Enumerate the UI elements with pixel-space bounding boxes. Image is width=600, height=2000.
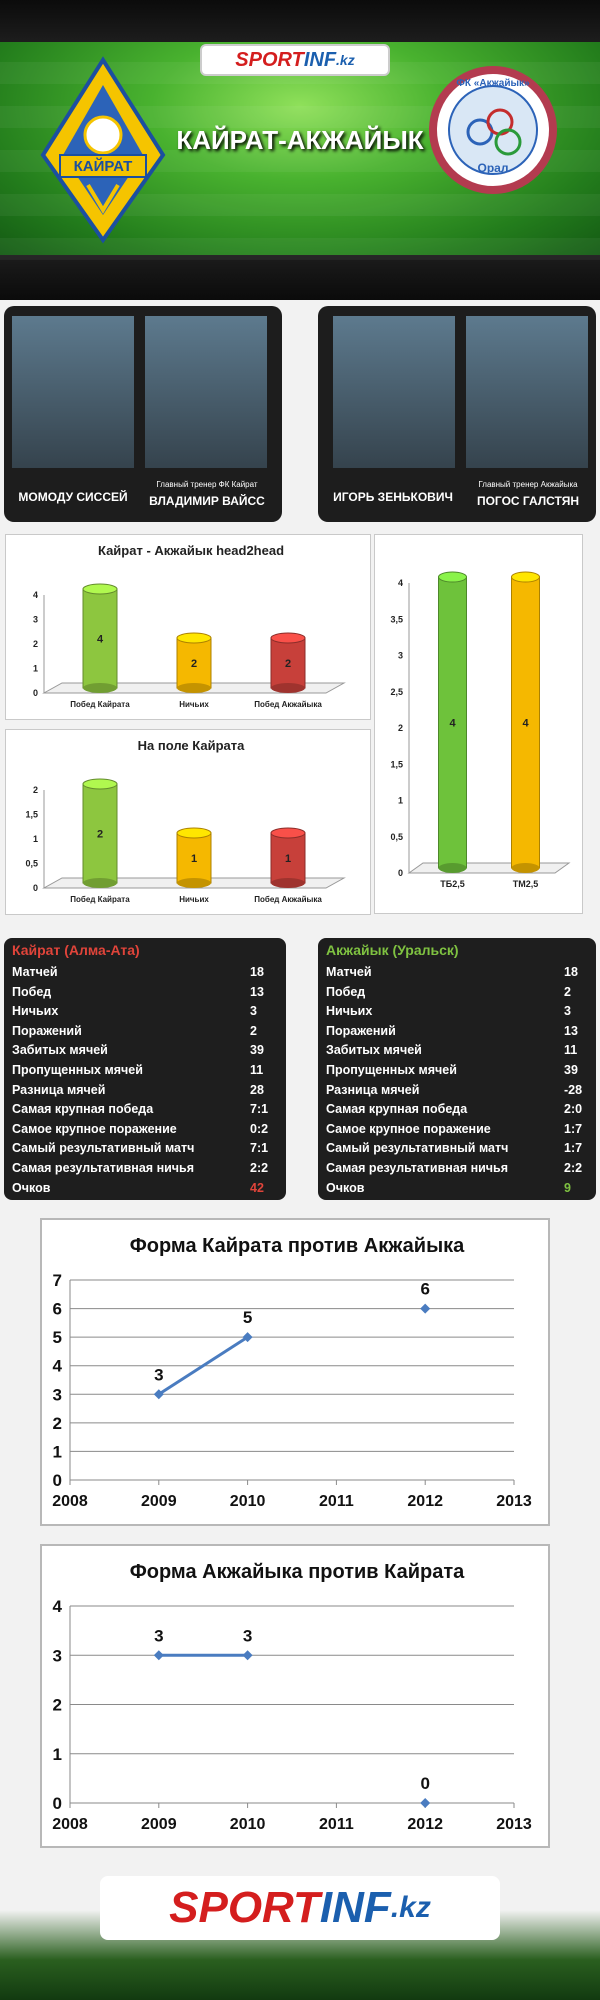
bar-top xyxy=(177,828,211,838)
kairat-logo xyxy=(38,55,168,245)
y-tick-label: 3 xyxy=(32,614,38,625)
bar-value-label: 2 xyxy=(96,828,104,841)
stats-value: 2:2 xyxy=(250,1161,269,1175)
bar-top xyxy=(439,572,467,582)
category-label: Побед Кайрата xyxy=(70,700,130,709)
bar-base xyxy=(512,863,540,873)
x-tick-label: 2010 xyxy=(229,1493,266,1510)
y-tick-label: 4 xyxy=(52,1356,62,1376)
stats-row xyxy=(326,1040,600,1060)
stats-label: Матчей xyxy=(12,965,58,979)
y-tick-label: 1,5 xyxy=(25,809,38,820)
stats-label: Очков xyxy=(12,1180,51,1195)
stats-value: 28 xyxy=(250,1082,264,1097)
stats-value: 13 xyxy=(250,984,264,999)
stats-row xyxy=(12,1001,294,1021)
bar-base xyxy=(177,683,211,693)
bar-value-label: 4 xyxy=(449,717,456,730)
x-tick-label: 2012 xyxy=(407,1493,443,1510)
bar-value-label: 4 xyxy=(96,633,104,646)
stats-label: Забитых мячей xyxy=(326,1043,422,1058)
chart-akzhaiyk-form xyxy=(42,1546,548,1846)
x-tick-label: 2012 xyxy=(407,1816,443,1833)
y-tick-label: 2 xyxy=(52,1695,62,1715)
stats-label: Разница мячей xyxy=(12,1082,106,1097)
stats-value: 1:7 xyxy=(564,1141,583,1156)
stats-row xyxy=(12,1080,294,1100)
y-tick-label: 0 xyxy=(52,1794,62,1813)
stats-value: 39 xyxy=(564,1063,578,1077)
stats-value: 3 xyxy=(564,1004,571,1019)
stats-row xyxy=(12,1138,294,1158)
chart-h2h xyxy=(6,535,372,721)
y-tick-label: 4 xyxy=(52,1597,62,1616)
stats-value: 2:0 xyxy=(564,1102,583,1117)
x-tick-label: 2013 xyxy=(496,1493,532,1510)
stats-label: Самая результативная ничья xyxy=(326,1161,509,1175)
stats-value: 0:2 xyxy=(250,1121,269,1136)
coach-photo-away xyxy=(466,316,588,468)
stats-row xyxy=(12,1060,294,1080)
stats-label: Самая крупная победа xyxy=(326,1102,468,1117)
x-tick-label: 2008 xyxy=(52,1816,88,1833)
data-label: 6 xyxy=(420,1279,430,1299)
data-label: 0 xyxy=(420,1774,430,1793)
x-tick-label: 2009 xyxy=(141,1493,177,1510)
y-tick-label: 1 xyxy=(52,1442,62,1462)
coach-photo-home xyxy=(145,316,267,468)
coach-name-away: ПОГОС ГАЛСТЯН xyxy=(476,494,580,508)
bar-base xyxy=(439,863,467,873)
category-label: Ничьих xyxy=(179,700,209,709)
stats-label: Ничьих xyxy=(12,1004,59,1019)
stats-value: 2 xyxy=(250,1023,257,1038)
stats-row xyxy=(12,1099,294,1119)
y-tick-label: 4 xyxy=(32,590,38,600)
bar-top xyxy=(271,633,305,643)
stats-label: Самый результативный матч xyxy=(326,1141,509,1156)
chart-box-h2h xyxy=(5,534,371,720)
stats-value: 18 xyxy=(250,965,264,979)
stats-label: Разница мячей xyxy=(326,1082,420,1097)
player-photo-away xyxy=(333,316,455,468)
category-label: Ничьих xyxy=(179,895,209,904)
stats-row xyxy=(326,1021,600,1041)
coach-name-home: ВЛАДИМИР ВАЙСС xyxy=(149,494,265,508)
bar-base xyxy=(271,683,305,693)
y-tick-label: 0 xyxy=(32,688,38,698)
home-stats-title: Кайрат (Алма-Ата) xyxy=(12,942,140,958)
chart-title: Форма Кайрата против Акжайыка xyxy=(129,1235,465,1257)
player-name-away: ИГОРЬ ЗЕНЬКОВИЧ xyxy=(333,490,453,504)
y-tick-label: 2 xyxy=(397,723,403,733)
stats-row xyxy=(12,1021,294,1041)
stats-value: 1:7 xyxy=(564,1121,583,1136)
stats-value: 18 xyxy=(564,965,578,979)
y-tick-label: 2 xyxy=(52,1413,62,1433)
x-tick-label: 2011 xyxy=(319,1816,354,1833)
stats-label: Матчей xyxy=(326,965,372,979)
bar-top xyxy=(83,779,117,789)
y-tick-label: 1,5 xyxy=(390,759,403,770)
chart-title: На поле Кайрата xyxy=(137,738,245,753)
sportinfo-logo-bottom: SPORT INF .kz xyxy=(100,1876,500,1940)
y-tick-label: 0 xyxy=(397,868,403,878)
y-tick-label: 3 xyxy=(52,1646,62,1666)
stats-row xyxy=(12,1178,294,1198)
data-point xyxy=(243,1650,253,1660)
stats-row xyxy=(326,1158,600,1178)
y-tick-label: 2,5 xyxy=(390,686,403,697)
svg-text:ФК «Акжайык»: ФК «Акжайык» xyxy=(456,78,530,89)
stats-row xyxy=(326,1060,600,1080)
bar-top xyxy=(512,572,540,582)
coach-role-away: Главный тренер Акжайыка xyxy=(478,480,578,489)
x-tick-label: 2010 xyxy=(229,1816,266,1833)
x-tick-label: 2013 xyxy=(496,1816,532,1833)
stats-label: Самая результативная ничья xyxy=(12,1161,195,1175)
data-label: 3 xyxy=(242,1626,253,1646)
stats-label: Забитых мячей xyxy=(12,1043,108,1058)
stats-value: 3 xyxy=(250,1004,257,1019)
data-label: 3 xyxy=(154,1365,164,1385)
data-point xyxy=(420,1304,430,1314)
stats-row xyxy=(12,982,294,1002)
chart-floor xyxy=(409,863,569,873)
chart-kairat-form xyxy=(42,1220,548,1524)
category-label: Побед Акжайыка xyxy=(254,700,322,709)
stats-value: 7:1 xyxy=(250,1102,269,1117)
y-tick-label: 2 xyxy=(32,785,38,795)
bar-top xyxy=(177,633,211,643)
stats-label: Самый результативный матч xyxy=(12,1141,195,1156)
stats-label: Побед xyxy=(326,984,366,999)
bar-value-label: 2 xyxy=(190,658,198,670)
data-label: 3 xyxy=(154,1626,164,1646)
bar-top xyxy=(271,828,305,838)
stats-label: Пропущенных мячей xyxy=(326,1063,457,1077)
stats-label: Поражений xyxy=(12,1023,82,1038)
bar-value-label: 1 xyxy=(190,853,198,865)
category-label: ТБ2,5 xyxy=(440,879,465,889)
stats-row xyxy=(326,1080,600,1100)
y-tick-label: 7 xyxy=(52,1271,62,1290)
bar-base xyxy=(271,878,305,888)
stats-value: 9 xyxy=(564,1180,571,1195)
stats-label: Самая крупная победа xyxy=(12,1102,154,1117)
stats-value: 11 xyxy=(250,1063,264,1077)
stats-row xyxy=(12,1158,294,1178)
stats-label: Самое крупное поражение xyxy=(326,1121,491,1136)
y-tick-label: 6 xyxy=(52,1299,62,1319)
stats-value: 7:1 xyxy=(250,1141,269,1156)
stats-row xyxy=(326,1001,600,1021)
bar-value-label: 4 xyxy=(522,717,529,730)
bar-value-label: 1 xyxy=(284,853,292,865)
category-label: Побед Кайрата xyxy=(70,895,130,904)
coach-role-home: Главный тренер ФК Кайрат xyxy=(156,480,258,489)
y-tick-label: 1 xyxy=(397,795,403,806)
y-tick-label: 3 xyxy=(52,1385,62,1405)
stats-value: 2:2 xyxy=(564,1161,583,1175)
svg-text:Орал: Орал xyxy=(477,161,509,175)
stats-value: 13 xyxy=(564,1023,578,1038)
svg-text:КАЙРАТ: КАЙРАТ xyxy=(73,158,133,175)
sportinfo-logo-top: SPORT INF .kz xyxy=(200,44,390,76)
chart-box-kairat-form xyxy=(40,1218,550,1526)
y-tick-label: 1 xyxy=(32,834,38,844)
stats-label: Самое крупное поражение xyxy=(12,1121,177,1136)
player-name-home: МОМОДУ СИССЕЙ xyxy=(18,490,128,504)
bar-value-label: 2 xyxy=(284,658,292,670)
y-tick-label: 0 xyxy=(52,1471,62,1490)
stats-row xyxy=(326,1178,600,1198)
akzhaiyk-logo xyxy=(428,60,558,210)
chart-totals xyxy=(375,535,584,915)
data-label: 5 xyxy=(242,1308,253,1328)
away-stats-title: Акжайык (Уральск) xyxy=(326,942,459,958)
y-tick-label: 1 xyxy=(52,1744,62,1764)
stats-row xyxy=(326,1119,600,1139)
bar-base xyxy=(83,683,117,693)
chart-box-akzhaiyk-form xyxy=(40,1544,550,1848)
bar-base xyxy=(83,878,117,888)
home-stats-table xyxy=(4,938,286,1200)
y-tick-label: 2 xyxy=(32,639,38,649)
stats-row xyxy=(326,962,600,982)
category-label: Побед Акжайыка xyxy=(254,895,322,904)
stats-row xyxy=(326,982,600,1002)
bar-top xyxy=(83,584,117,594)
chart-home-field xyxy=(6,730,372,916)
stats-value: 11 xyxy=(564,1043,578,1058)
match-title: КАЙРАТ-АКЖАЙЫК xyxy=(176,125,424,155)
stats-label: Побед xyxy=(12,984,52,999)
stats-row xyxy=(326,1099,600,1119)
y-tick-label: 3 xyxy=(397,650,403,661)
y-tick-label: 5 xyxy=(52,1328,62,1348)
y-tick-label: 3,5 xyxy=(390,614,403,625)
chart-title: Кайрат - Акжайык head2head xyxy=(97,543,285,558)
stats-value: -28 xyxy=(564,1082,583,1097)
y-tick-label: 0 xyxy=(32,883,38,893)
player-photo-home xyxy=(12,316,134,468)
stats-value: 2 xyxy=(564,984,571,999)
stats-row xyxy=(12,962,294,982)
data-point xyxy=(154,1650,164,1660)
bar-base xyxy=(177,878,211,888)
category-label: ТМ2,5 xyxy=(512,879,539,889)
stats-value: 42 xyxy=(250,1180,264,1195)
stats-label: Ничьих xyxy=(326,1004,373,1019)
stats-label: Очков xyxy=(326,1180,365,1195)
data-point xyxy=(420,1798,430,1808)
away-stats-table xyxy=(318,938,596,1200)
chart-title: Форма Акжайыка против Кайрата xyxy=(129,1561,465,1583)
stats-label: Поражений xyxy=(326,1023,396,1038)
stats-value: 39 xyxy=(250,1043,264,1058)
x-tick-label: 2008 xyxy=(52,1493,88,1510)
x-tick-label: 2009 xyxy=(141,1816,177,1833)
chart-box-totals xyxy=(374,534,583,914)
stats-row xyxy=(12,1119,294,1139)
stats-label: Пропущенных мячей xyxy=(12,1063,143,1077)
x-tick-label: 2011 xyxy=(319,1493,354,1510)
stats-row xyxy=(326,1138,600,1158)
y-tick-label: 1 xyxy=(32,663,38,674)
y-tick-label: 0,5 xyxy=(390,831,403,842)
stats-row xyxy=(12,1040,294,1060)
y-tick-label: 4 xyxy=(397,578,403,588)
chart-box-home-field xyxy=(5,729,371,915)
y-tick-label: 0,5 xyxy=(25,858,38,869)
